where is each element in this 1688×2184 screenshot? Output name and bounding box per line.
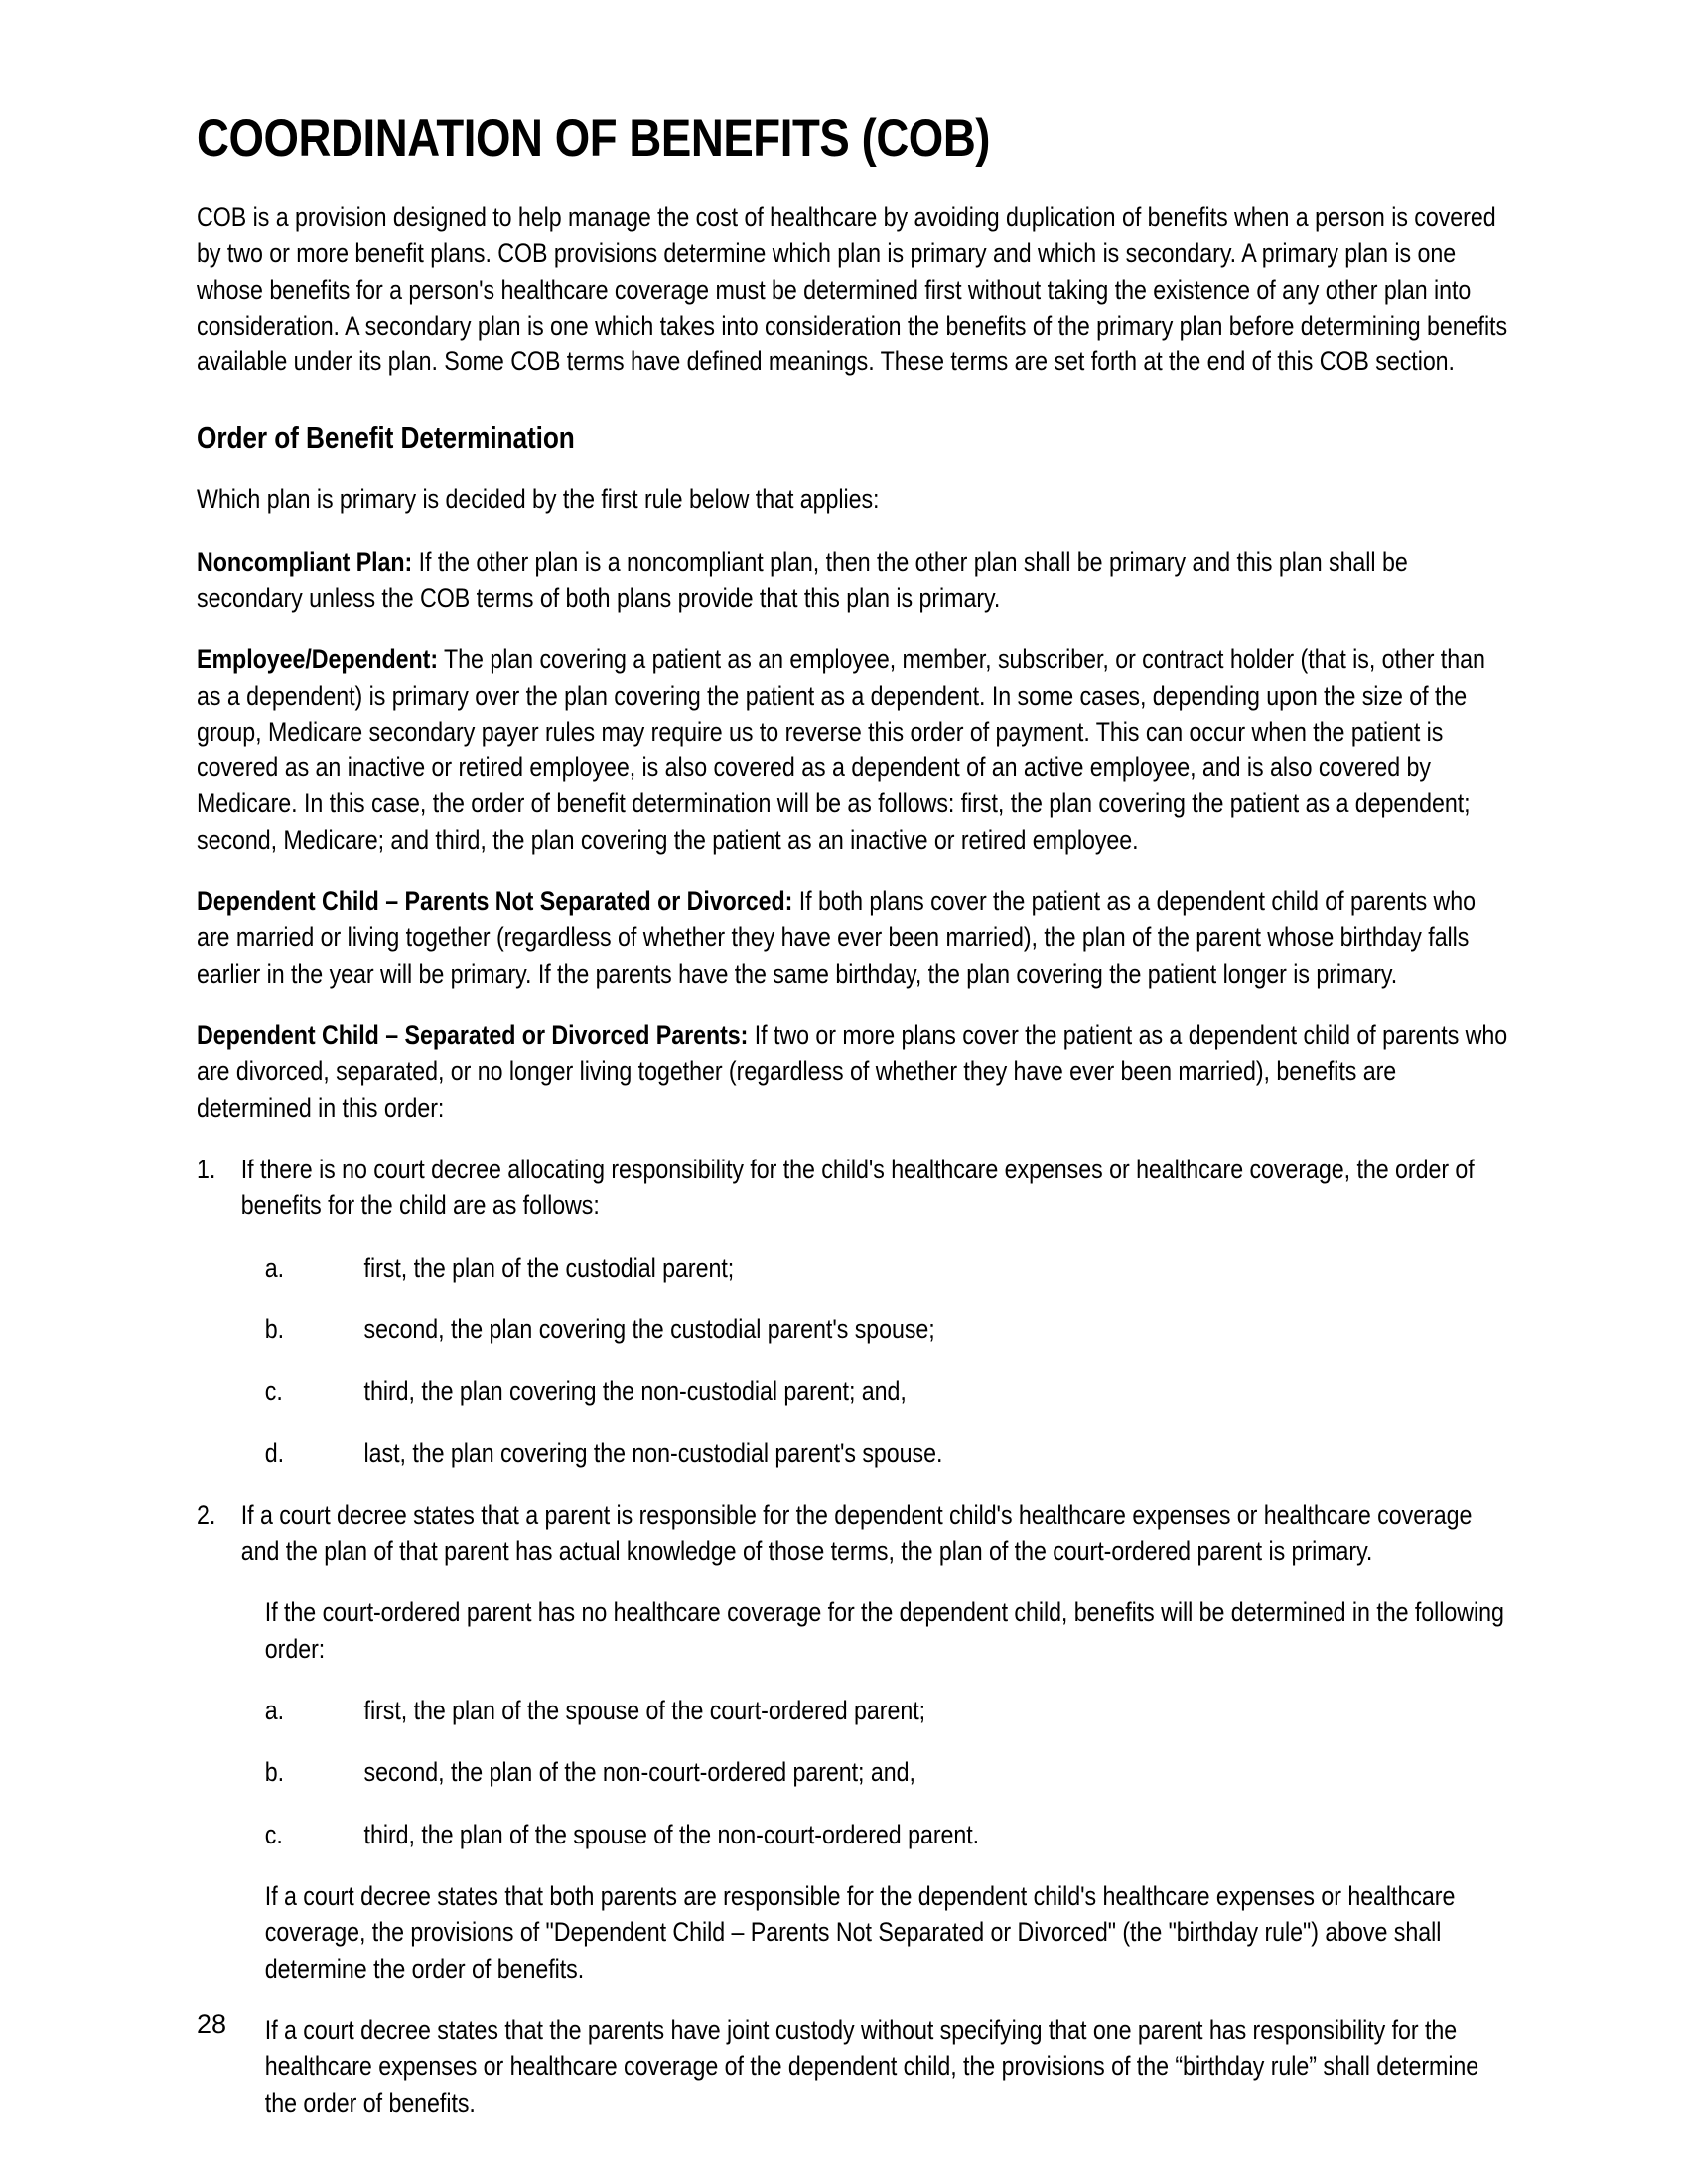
- section-intro-paragraph: Which plan is primary is decided by the first rule below that applies:: [197, 484, 880, 515]
- list-item: [197, 1311, 1507, 1347]
- list-item-text: second, the plan of the non-court-ordered parent; and,: [363, 1757, 915, 1788]
- list-marker: 2.: [197, 1499, 216, 1530]
- list-item-text: third, the plan of the spouse of the non-court-ordered parent.: [363, 1819, 980, 1849]
- list-item-text: first, the plan of the spouse of the court-ordered parent;: [363, 1696, 926, 1726]
- sub-list-1: [197, 1250, 1507, 1471]
- list-item: [197, 1754, 1507, 1790]
- rule-paragraph-dependent-child-separated-or-divorced: [197, 1018, 1507, 1126]
- rule-body: The plan covering a patient as an employee, member, subscriber, or contract holder (that is, other than as a dependent) is primary over the plan covering the patient as a dependent. In some cases, depending upon the size of the group, Medicare secondary payer rules may require us to reverse this order of payment. This can occur when the patient is covered as an inactive or retired employee, is also covered as a dependent of an active employee, and is also covered by Medicare. In this case, the order of benefit determination will be as follows: first, the plan covering the patient as a dependent; second, Medicare; and third, the plan covering the patient as an inactive or retired employee.: [197, 644, 1485, 855]
- section-heading-order-of-benefit-determination: Order of Benefit Determination: [197, 420, 575, 455]
- sub-list-2: [197, 1693, 1507, 1852]
- rule-lead-in: Employee/Dependent:: [197, 644, 439, 675]
- page-number: 28: [197, 2009, 227, 2039]
- list-marker: b.: [264, 1313, 285, 1344]
- list-marker: b.: [264, 1757, 285, 1788]
- item-2-closing-block: [265, 1878, 1507, 2120]
- list-item-text: second, the plan covering the custodial parent's spouse;: [363, 1313, 935, 1344]
- ordered-list: [197, 1152, 1507, 2120]
- list-item: [197, 1497, 1507, 1570]
- list-item-text: third, the plan covering the non-custodial parent; and,: [363, 1376, 907, 1407]
- rule-body: If two or more plans cover the patient as a dependent child of parents who are divorced, separated, or no longer living together (regardless of whether they have ever been married), benefits are determined in this order:: [197, 1021, 1508, 1123]
- list-marker: a.: [264, 1696, 285, 1726]
- list-item-text: first, the plan of the custodial parent;: [363, 1252, 735, 1283]
- list-item-text: last, the plan covering the non-custodial parent's spouse.: [363, 1437, 943, 1468]
- closing-paragraph-birthday-rule-both-parents: If a court decree states that both parents are responsible for the dependent child's healthcare expenses or healthcare coverage, the provisions of "Dependent Child – Parents Not Separated or Divorced" (the "birthday rule") above shall determine the order of benefits.: [264, 1881, 1456, 1983]
- list-item: [197, 1693, 1507, 1728]
- list-item: [197, 1250, 1507, 1286]
- list-marker: a.: [264, 1252, 285, 1283]
- rule-body: If both plans cover the patient as a dependent child of parents who are married or living together (regardless of whether they have ever been married), the plan of the parent whose birthday falls earlier in the year will be primary. If the parents have the same birthday, the plan covering the patient longer is primary.: [197, 887, 1477, 989]
- rule-paragraph-employee-dependent: [197, 641, 1507, 858]
- rule-paragraph-noncompliant-plan: [197, 544, 1507, 616]
- intro-paragraph: COB is a provision designed to help manage the cost of healthcare by avoiding duplication of benefits when a person is covered by two or more benefit plans. COB provisions determine which plan is primary and which is secondary. A primary plan is one whose benefits for a person's healthcare coverage must be determined first without taking the existence of any other plan into consideration. A secondary plan is one which takes into consideration the benefits of the primary plan before determining benefits available under its plan. Some COB terms have defined meanings. These terms are set forth at the end of this COB section.: [197, 203, 1508, 377]
- list-marker: d.: [264, 1437, 285, 1468]
- list-item: [197, 1373, 1507, 1409]
- item-2-intro-block: [265, 1594, 1507, 1667]
- list-item: [197, 1152, 1507, 1224]
- list-item-text: If a court decree states that a parent is responsible for the dependent child's healthcare expenses or healthcare coverage and the plan of that parent has actual knowledge of those terms, the plan of the court-ordered parent is primary.: [240, 1499, 1473, 1567]
- list-marker: c.: [264, 1819, 283, 1849]
- rule-lead-in: Dependent Child – Parents Not Separated or Divorced:: [197, 887, 793, 917]
- rule-paragraph-dependent-child-parents-not-separated: [197, 884, 1507, 992]
- list-item-text: If there is no court decree allocating responsibility for the child's healthcare expenses or healthcare coverage, the order of benefits for the child are as follows:: [240, 1154, 1475, 1221]
- list-marker: c.: [264, 1376, 283, 1407]
- list-marker: 1.: [197, 1154, 216, 1184]
- rule-lead-in: Dependent Child – Separated or Divorced Parents:: [197, 1021, 749, 1051]
- closing-paragraph-birthday-rule-joint-custody: If a court decree states that the parents have joint custody without specifying that one parent has responsibility for the healthcare expenses or healthcare coverage of the dependent child, the provisions of the “birthday rule” shall determine the order of benefits.: [264, 2014, 1479, 2117]
- page-content: [197, 111, 1507, 2146]
- rule-body: If the other plan is a noncompliant plan, then the other plan shall be primary and this plan shall be secondary unless the COB terms of both plans provide that this plan is primary.: [197, 546, 1408, 613]
- list-item: [197, 1817, 1507, 1852]
- rule-lead-in: Noncompliant Plan:: [197, 546, 413, 577]
- list-item: [197, 1435, 1507, 1471]
- item-2-intro-paragraph: If the court-ordered parent has no healthcare coverage for the dependent child, benefits will be determined in the following order:: [264, 1597, 1504, 1664]
- page-title: COORDINATION OF BENEFITS (COB): [197, 109, 991, 168]
